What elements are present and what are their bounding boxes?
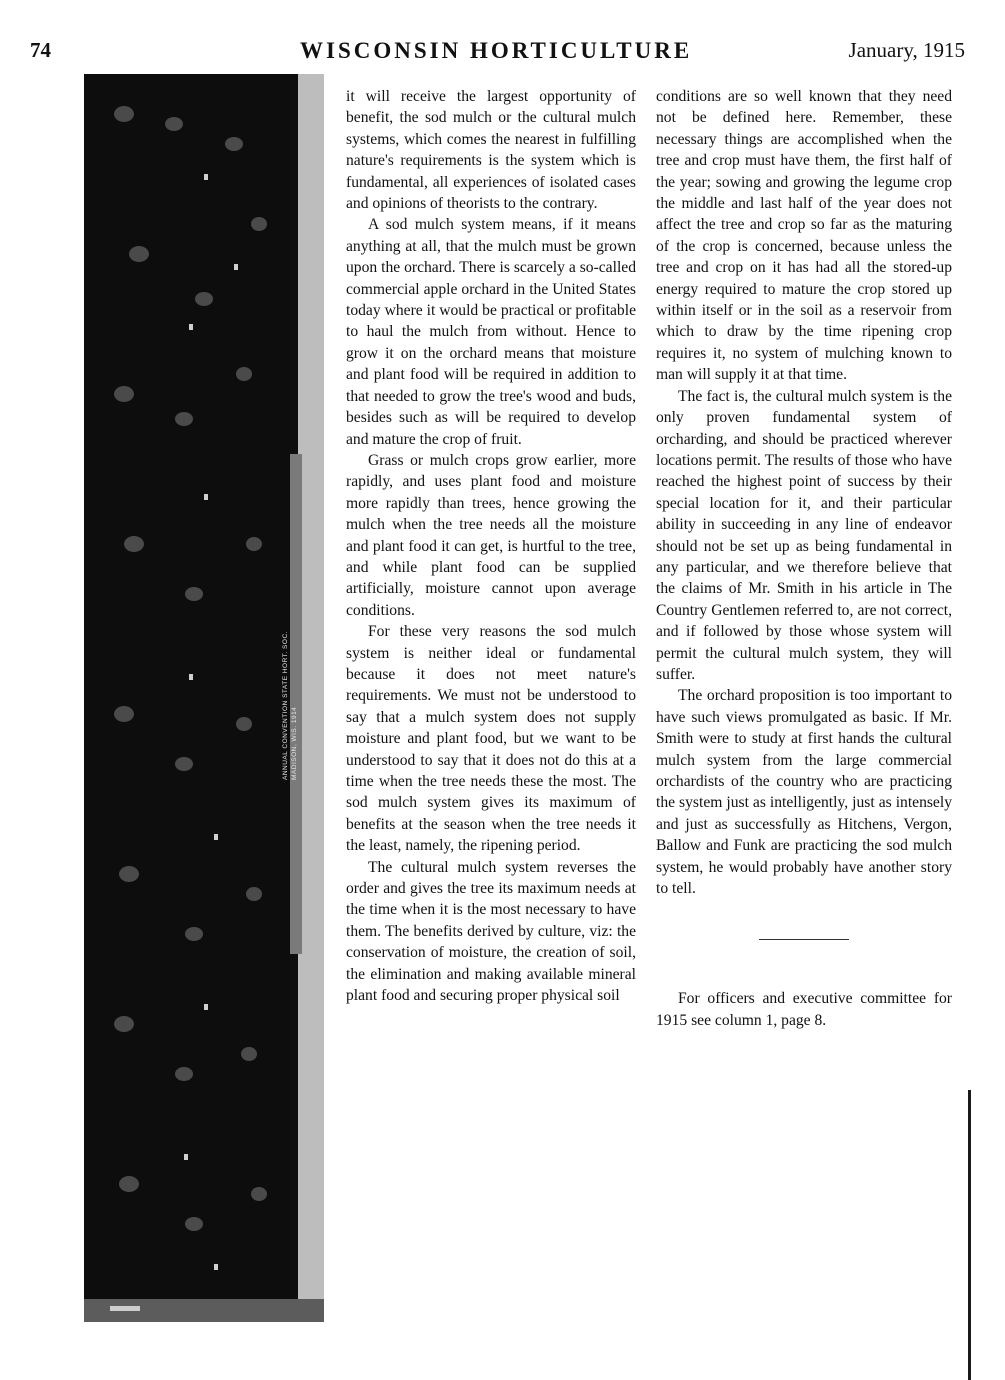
editorial-note: For officers and executive committee for 1915 see column 1, page 8. [656, 990, 952, 1029]
paragraph: For these very reasons the sod mulch system is neither ideal or fundamental because it does not meet nature's requirements. We must not be understood to say that a mulch system does not supply moisture and plant food, but we want to be understood to say that it does not do this at a time when the tree needs these the most. The sod mulch system gives its maximum of benefits at the season when the tree needs it the least, namely, the ripening period. [346, 623, 636, 855]
paragraph: The cultural mulch system reverses the order and gives the tree its maximum needs at the time when it is the most necessary to have them. The benefits derived by culture, viz: the conservation of moisture, the creation of soil, the elimination and making available mineral plant food and securing proper physical soil [346, 858, 636, 1005]
photo-caption-line-2: MADISON, WIS. 1914 [291, 706, 298, 780]
paragraph: conditions are so well known that they need not be defined here. Remember, these necessary things are accomplished when the tree and crop must have them, the first half of the year; sowing and growing the legume crop the middle and last half of the year does not affect the tree and crop so far as the maturing of the crop is concerned, because unless the tree and crop on it has had all the stored-up energy required to mature the crop stored up within itself or in the soil as a reservoir from which to draw by the time ripening crop requires it, no system of mulching known to man will supply it at that time. [656, 88, 952, 384]
paragraph: Grass or mulch crops grow earlier, more rapidly, and uses plant food and moisture more rapidly than trees, hence growing the mulch when the tree needs all the moisture and plant food it can get, is hurtful to the tree, and while plant food can be supplied artificially, moisture cannot upon average conditions. [346, 451, 636, 619]
paragraph: The fact is, the cultural mulch system is the only proven fundamental system of orcharding, and should be practiced wherever locations permit. The results of those who have reached the highest point of success by their special location for it, and their particular ability in succeeding in any line of endeavor should not be set up as being fundamental in any particular, and we therefore believe that the claims of Mr. Smith in his article in The Country Gentlemen referred to, are not correct, and if followed by those whose system will permit the cultural mulch system, they will suffer. [656, 387, 952, 683]
journal-title: WISCONSIN HORTICULTURE [300, 38, 693, 63]
article-column-2 [656, 86, 952, 1031]
photo-caption-line-1: ANNUAL CONVENTION STATE HORT. SOC. [282, 631, 289, 780]
issue-date: January, 1915 [848, 38, 965, 62]
paragraph: it will receive the largest opportunity of benefit, the sod mulch or the cultural mulch systems, which comes the nearest in fulfilling nature's requirements is the system which is fundamental, all experiences of isolated cases and opinions of theorists to the contrary. [346, 88, 636, 213]
paragraph: A sod mulch system means, if it means anything at all, that the mulch must be grown upon the orchard. There is scarcely a so-called commercial apple orchard in the United States today where it would be practical or profitable to haul the mulch from without. Hence to grow it on the orchard means that moisture and plant food will be required in addition to that needed to grow the tree's wood and buds, besides such as will be required to develop and mature the crop of fruit. [346, 216, 636, 448]
page-number: 74 [30, 38, 51, 62]
paragraph: The orchard proposition is too important to have such views promulgated as basic. If Mr. Smith were to study at first hands the cultural mulch system from the large commercial orchardists of the country who are practicing the system just as intelligently, just as intensely and just as successfully as Hitchens, Vergon, Ballow and Funk are practicing the sod mulch system, he would probably have another story to tell. [656, 687, 952, 898]
page-header [30, 38, 965, 72]
photo-caption [282, 600, 302, 780]
section-divider [759, 939, 849, 940]
article-column-1 [346, 86, 636, 1006]
page-edge-mark [968, 1090, 971, 1380]
